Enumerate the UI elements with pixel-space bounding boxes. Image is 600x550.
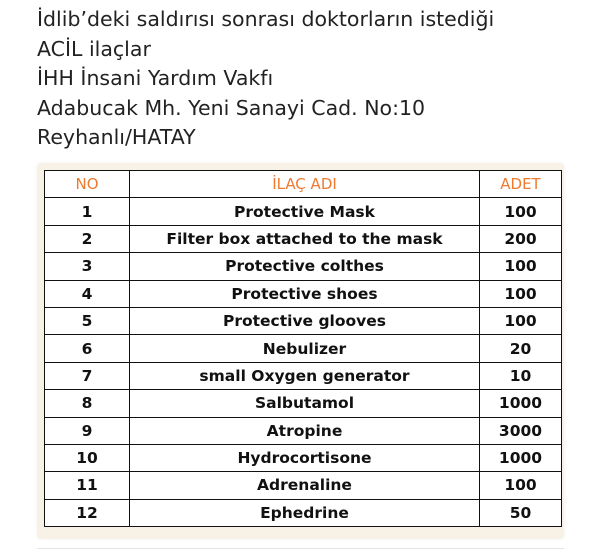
quantity: 10 — [480, 362, 562, 389]
tweet-line-address: Adabucak Mh. Yeni Sanayi Cad. No:10 — [37, 95, 426, 120]
row-number: 5 — [45, 307, 130, 334]
row-number: 4 — [45, 280, 130, 307]
quantity: 100 — [480, 198, 562, 225]
tweet-text — [37, 5, 592, 153]
medicine-name: Protective shoes — [130, 280, 480, 307]
divider — [37, 548, 564, 549]
tweet-line-title: İdlib’deki saldırısı sonrası doktorların istediği — [37, 7, 495, 31]
quantity: 100 — [480, 253, 562, 280]
quantity: 200 — [480, 225, 562, 252]
medicine-table — [44, 170, 562, 527]
table-row — [45, 444, 562, 471]
header-no: NO — [45, 171, 130, 198]
tweet-line-subtitle: ACİL ilaçlar — [37, 36, 151, 61]
medicine-name: Nebulizer — [130, 335, 480, 362]
quantity: 50 — [480, 499, 562, 526]
table-row — [45, 198, 562, 225]
medicine-name: Atropine — [130, 417, 480, 444]
medicine-name: Filter box attached to the mask — [130, 225, 480, 252]
row-number: 11 — [45, 472, 130, 499]
table-row — [45, 499, 562, 526]
medicine-name: Salbutamol — [130, 390, 480, 417]
tweet-line-organization: İHH İnsani Yardım Vakfı — [37, 66, 274, 90]
table-header-row — [45, 171, 562, 198]
table-row — [45, 225, 562, 252]
row-number: 7 — [45, 362, 130, 389]
medicine-name: Adrenaline — [130, 472, 480, 499]
header-quantity: ADET — [480, 171, 562, 198]
table-row — [45, 390, 562, 417]
medicine-table-image[interactable] — [37, 163, 564, 539]
row-number: 8 — [45, 390, 130, 417]
header-medicine-name: İLAÇ ADI — [130, 171, 480, 198]
medicine-name: Ephedrine — [130, 499, 480, 526]
medicine-name: Protective Mask — [130, 198, 480, 225]
table-row — [45, 253, 562, 280]
medicine-name: Hydrocortisone — [130, 444, 480, 471]
tweet-line-city: Reyhanlı/HATAY — [37, 125, 196, 149]
medicine-name: Protective glooves — [130, 307, 480, 334]
quantity: 100 — [480, 280, 562, 307]
medicine-name: small Oxygen generator — [130, 362, 480, 389]
row-number: 1 — [45, 198, 130, 225]
table-row — [45, 472, 562, 499]
table-row — [45, 362, 562, 389]
row-number: 2 — [45, 225, 130, 252]
row-number: 12 — [45, 499, 130, 526]
quantity: 1000 — [480, 444, 562, 471]
quantity: 100 — [480, 472, 562, 499]
table-row — [45, 280, 562, 307]
row-number: 6 — [45, 335, 130, 362]
table-row — [45, 417, 562, 444]
table-row — [45, 335, 562, 362]
quantity: 100 — [480, 307, 562, 334]
row-number: 9 — [45, 417, 130, 444]
medicine-name: Protective colthes — [130, 253, 480, 280]
table-row — [45, 307, 562, 334]
row-number: 3 — [45, 253, 130, 280]
row-number: 10 — [45, 444, 130, 471]
quantity: 3000 — [480, 417, 562, 444]
quantity: 20 — [480, 335, 562, 362]
quantity: 1000 — [480, 390, 562, 417]
